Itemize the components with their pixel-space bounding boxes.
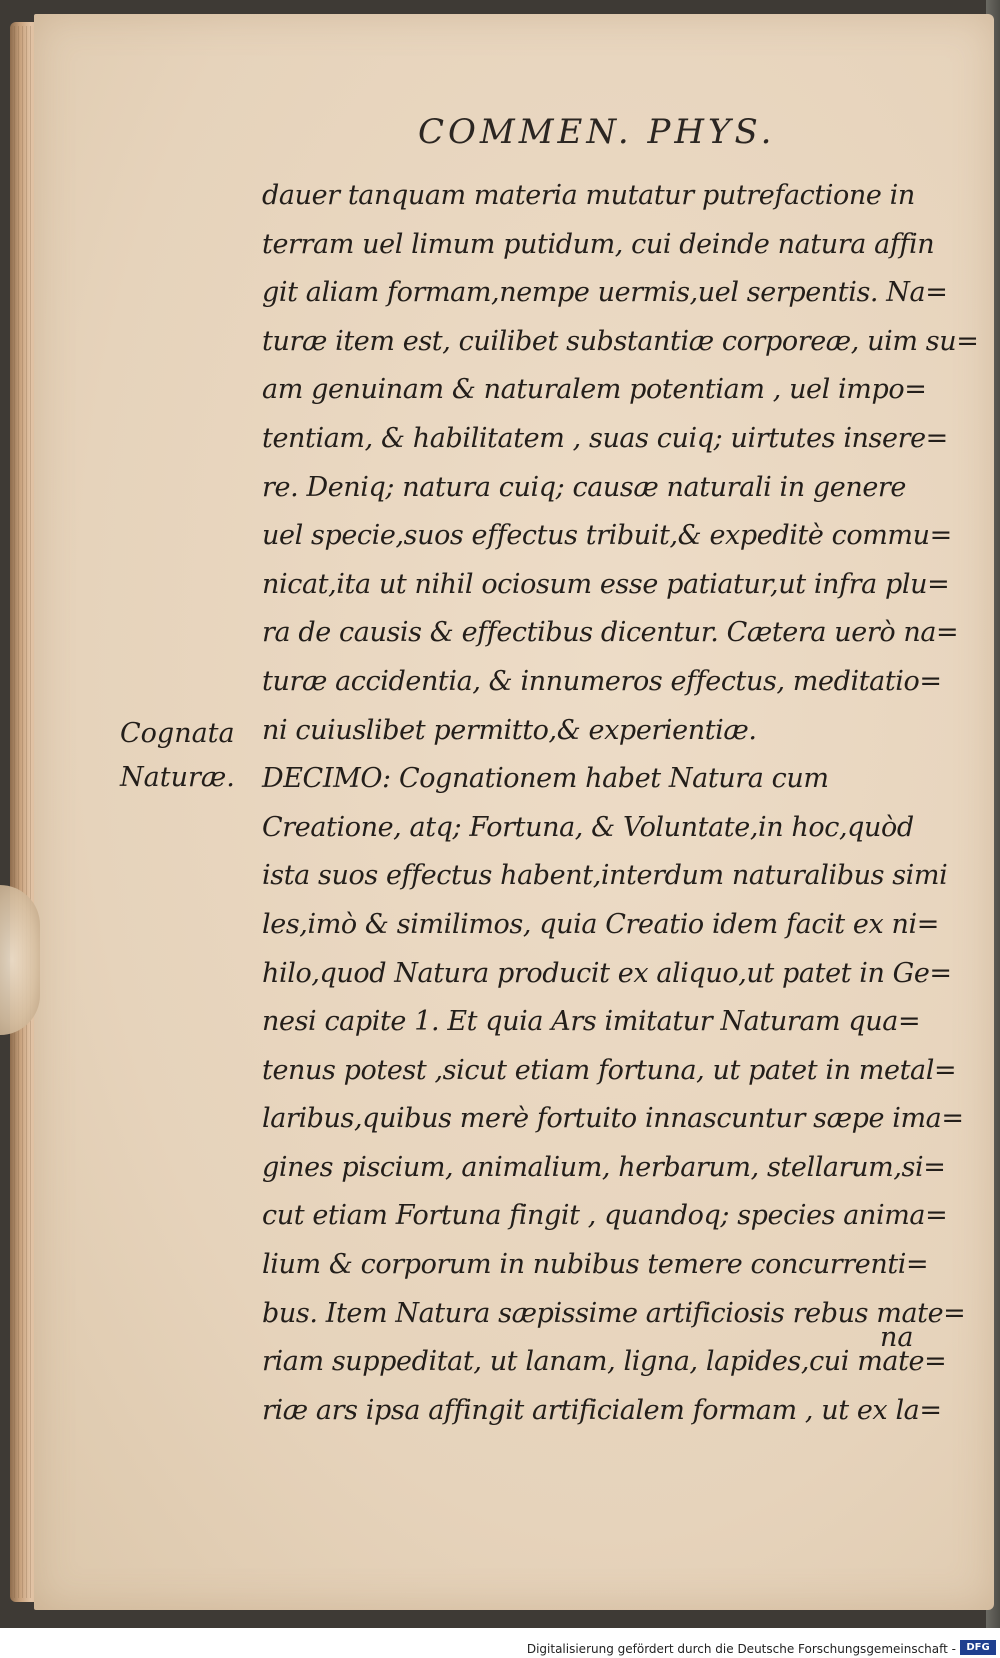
text-line: cut etiam Fortuna fingit , quandoq; species anima= [262,1200,948,1232]
text-line: riæ ars ipsa affingit artificialem formam , ut ex la= [262,1394,942,1426]
text-line: riam suppeditat, ut lanam, ligna, lapides,cui mate= [262,1346,947,1378]
text-line: nesi capite 1. Et quia Ars imitatur Naturam qua= [262,1006,921,1038]
text-line: ni cuiuslibet permitto,& experientiæ. [262,714,757,746]
text-line: nicat,ita ut nihil ociosum esse patiatur,ut infra plu= [262,568,950,600]
text-line: am genuinam & naturalem potentiam , uel impo= [262,374,927,406]
text-line: turæ accidentia, & innumeros effectus, meditatio= [262,665,942,697]
text-line: re. Deniq; natura cuiq; causæ naturali in genere [262,471,907,503]
text-line: ista suos effectus habent,interdum naturalibus simi [262,860,948,892]
text-line: ra de causis & effectibus dicentur. Cætera uerò na= [262,617,959,649]
text-line: hilo,quod Natura producit ex aliquo,ut patet in Ge= [262,957,952,989]
text-line: Creatione, atq; Fortuna, & Voluntate,in hoc,quòd [262,811,914,843]
text-line: dauer tanquam materia mutatur putrefactione in [262,180,915,211]
body-text [262,172,979,1435]
text-line: tentiam, & habilitatem , suas cuiq; uirtutes insere= [262,422,948,454]
text-line: uel specie,suos effectus tribuit,& expeditè commu= [262,520,952,552]
margin-note-line-1: Cognata [120,718,235,749]
text-line: git aliam formam,nempe uermis,uel serpentis. Na= [262,277,948,309]
dfg-logo: DFG [960,1640,996,1655]
catchword: na [880,1322,914,1353]
text-line: tenus potest ,sicut etiam fortuna, ut patet in metal= [262,1054,957,1086]
text-line: DECIMO: Cognationem habet Natura cum [262,763,829,795]
text-line: les,imò & similimos, quia Creatio idem facit ex ni= [262,908,939,940]
page-stack-lines [14,26,36,1598]
margin-note-line-2: Naturæ. [120,762,235,793]
funding-notice: Digitalisierung gefördert durch die Deutsche Forschungsgemeinschaft - [526,1642,956,1656]
text-line: lium & corporum in nubibus temere concurrenti= [262,1249,929,1281]
text-line: gines piscium, animalium, herbarum, stellarum,si= [262,1151,946,1183]
text-line: turæ item est, cuilibet substantiæ corporeæ, uim su= [262,325,979,357]
running-head: COMMEN. PHYS. [418,112,776,152]
text-line: bus. Item Natura sæpissime artificiosis rebus mate= [262,1297,966,1329]
page-tab [0,885,40,1035]
text-line: terram uel limum putidum, cui deinde natura affin [262,228,935,260]
text-line: laribus,quibus merè fortuito innascuntur sæpe ima= [262,1103,964,1135]
margin-note [120,712,235,800]
